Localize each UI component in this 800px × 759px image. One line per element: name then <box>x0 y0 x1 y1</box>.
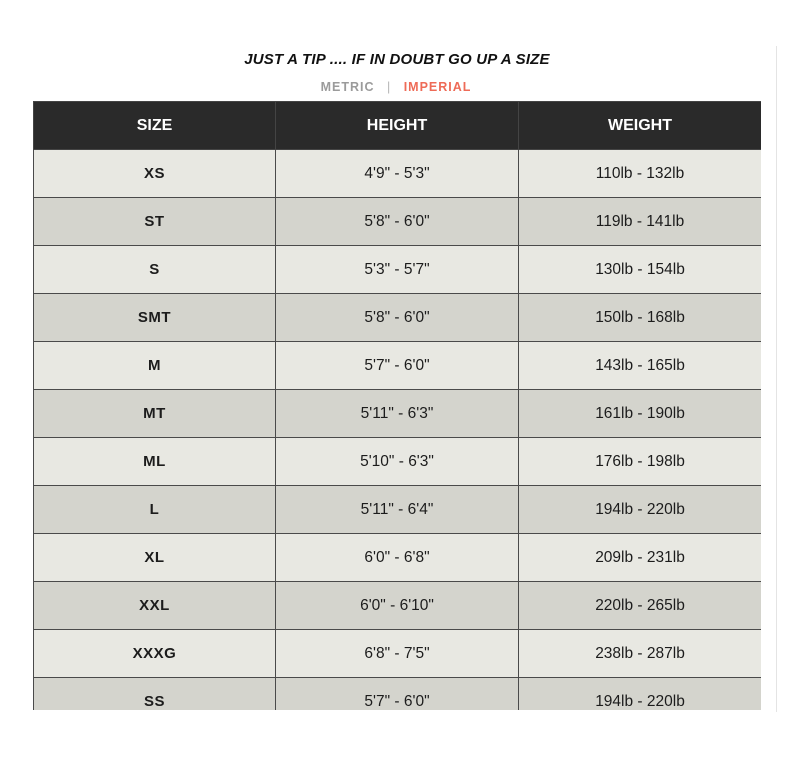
weight-cell: 119lb - 141lb <box>519 198 762 246</box>
unit-toggle <box>0 80 792 94</box>
size-cell: SMT <box>34 294 276 342</box>
weight-cell: 176lb - 198lb <box>519 438 762 486</box>
weight-cell: 194lb - 220lb <box>519 678 762 711</box>
metric-tab[interactable]: METRIC <box>320 80 375 94</box>
table-row <box>34 534 762 582</box>
table-row <box>34 198 762 246</box>
unit-separator: | <box>386 80 392 94</box>
height-cell: 5'8" - 6'0" <box>276 198 519 246</box>
table-row <box>34 342 762 390</box>
weight-cell: 110lb - 132lb <box>519 150 762 198</box>
size-cell: XXL <box>34 582 276 630</box>
right-divider <box>776 46 777 712</box>
size-cell: S <box>34 246 276 294</box>
size-cell: MT <box>34 390 276 438</box>
size-cell: ML <box>34 438 276 486</box>
size-chart-table <box>33 101 761 710</box>
imperial-tab[interactable]: IMPERIAL <box>403 80 472 94</box>
size-cell: ST <box>34 198 276 246</box>
height-cell: 5'11" - 6'3" <box>276 390 519 438</box>
size-tip-heading: JUST A TIP .... IF IN DOUBT GO UP A SIZE <box>244 51 550 68</box>
height-cell: 5'10" - 6'3" <box>276 438 519 486</box>
table-row <box>34 390 762 438</box>
height-cell: 5'7" - 6'0" <box>276 342 519 390</box>
table-header-row <box>34 102 762 150</box>
table-row <box>34 630 762 678</box>
header-height: HEIGHT <box>276 102 519 150</box>
table-row <box>34 246 762 294</box>
height-cell: 6'8" - 7'5" <box>276 630 519 678</box>
table-row <box>34 678 762 711</box>
height-cell: 6'0" - 6'10" <box>276 582 519 630</box>
header-size: SIZE <box>34 102 276 150</box>
height-cell: 6'0" - 6'8" <box>276 534 519 582</box>
table-row <box>34 150 762 198</box>
size-cell: SS <box>34 678 276 711</box>
weight-cell: 130lb - 154lb <box>519 246 762 294</box>
height-cell: 5'8" - 6'0" <box>276 294 519 342</box>
weight-cell: 220lb - 265lb <box>519 582 762 630</box>
weight-cell: 238lb - 287lb <box>519 630 762 678</box>
table-row <box>34 582 762 630</box>
height-cell: 5'3" - 5'7" <box>276 246 519 294</box>
size-cell: XL <box>34 534 276 582</box>
table-row <box>34 294 762 342</box>
size-table-container[interactable] <box>33 101 761 710</box>
height-cell: 5'11" - 6'4" <box>276 486 519 534</box>
table-row <box>34 486 762 534</box>
header-weight: WEIGHT <box>519 102 762 150</box>
weight-cell: 194lb - 220lb <box>519 486 762 534</box>
size-cell: XS <box>34 150 276 198</box>
weight-cell: 161lb - 190lb <box>519 390 762 438</box>
height-cell: 4'9" - 5'3" <box>276 150 519 198</box>
size-cell: XXXG <box>34 630 276 678</box>
size-cell: M <box>34 342 276 390</box>
weight-cell: 143lb - 165lb <box>519 342 762 390</box>
weight-cell: 150lb - 168lb <box>519 294 762 342</box>
height-cell: 5'7" - 6'0" <box>276 678 519 711</box>
weight-cell: 209lb - 231lb <box>519 534 762 582</box>
size-cell: L <box>34 486 276 534</box>
table-row <box>34 438 762 486</box>
